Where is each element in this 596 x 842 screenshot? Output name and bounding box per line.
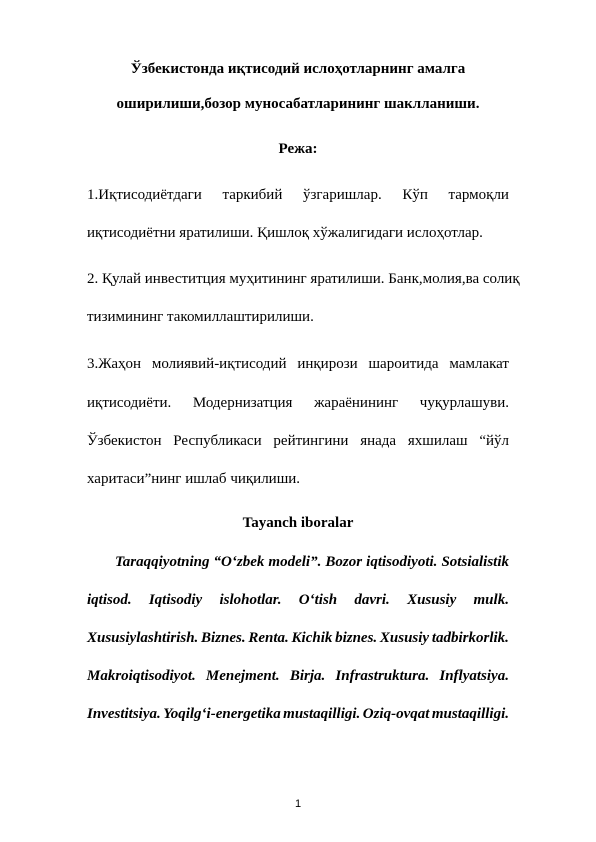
- title-line-2: оширилиши,бозор муносабатларининг шаклланиши.: [116, 96, 480, 112]
- word: Республикаси: [173, 433, 262, 449]
- plan-item-3-line-3: [87, 432, 509, 450]
- word: Ўзбекистон: [87, 433, 162, 449]
- keyword: Inflyatsiya.: [439, 668, 509, 684]
- keywords-line-5: [87, 705, 509, 723]
- keyword: Oziq-ovqat: [362, 706, 430, 722]
- word: 3.Жаҳон: [87, 356, 142, 372]
- keyword: Infrastruktura.: [335, 668, 430, 684]
- keywords-line-3: [87, 629, 509, 647]
- word: чуқурлашуви.: [419, 395, 509, 411]
- plan-item-2-line-2: тизимининг такомиллаштирилиши.: [87, 309, 314, 325]
- word: тармоқли: [448, 187, 509, 203]
- keyword: mulk.: [473, 592, 509, 608]
- keyword: tadbirkorlik.: [431, 630, 509, 646]
- word: таркибий: [222, 187, 283, 203]
- keyword: Sotsialistik: [441, 554, 509, 570]
- word: молиявий-иқтисодий: [151, 356, 287, 372]
- keyword: Kichik: [291, 630, 333, 646]
- keyword: Yoqilg‘i-energetika: [163, 706, 281, 722]
- keywords-line-2: [87, 591, 509, 609]
- keyword: mustaqilligi.: [283, 706, 361, 722]
- word: Модернизатция: [192, 395, 293, 411]
- plan-item-2-line-1: 2. Қулай инвеститция муҳитининг яратилиши. Банк,молия,ва солиқ: [87, 271, 520, 287]
- word: рейтингини: [273, 433, 349, 449]
- keyword: O‘tish: [298, 592, 338, 608]
- word: “йўл: [479, 433, 509, 449]
- keyword: Makroiqtisodiyot.: [87, 668, 196, 684]
- word: жараёнининг: [314, 395, 399, 411]
- keyword: Bozor: [325, 554, 363, 570]
- plan-item-1-line-2: иқтисодиётни яратилиши. Қишлоқ хўжалигидаги ислоҳотлар.: [87, 225, 483, 241]
- plan-item-3-line-2: [87, 394, 509, 412]
- plan-item-1-line-1: [87, 186, 509, 204]
- keywords-line-4: [87, 667, 509, 685]
- word: Кўп: [402, 187, 428, 203]
- keyword: “O‘zbek: [213, 554, 265, 570]
- keywords-line-1: [115, 553, 509, 571]
- keyword: Taraqqiyotning: [115, 554, 210, 570]
- keyword: islohotlar.: [219, 592, 282, 608]
- keyword: Birja.: [289, 668, 326, 684]
- page-number: 1: [294, 798, 302, 810]
- keyword: Menejment.: [205, 668, 280, 684]
- word: янада: [360, 433, 397, 449]
- keyword: biznes.: [335, 630, 378, 646]
- keyword: Renta.: [248, 630, 289, 646]
- plan-item-3-line-1: [87, 355, 509, 373]
- title-line-1: Ўзбекистонда иқтисодий ислоҳотларнинг амалга: [130, 61, 466, 77]
- word: инқирози: [297, 356, 358, 372]
- word: 1.Иқтисодиётдаги: [87, 187, 202, 203]
- keyword: Xususiy: [407, 592, 457, 608]
- keyword: Xususiy: [379, 630, 430, 646]
- word: иқтисодиёти.: [87, 395, 172, 411]
- keyword: Iqtisodiy: [148, 592, 203, 608]
- keyword: Xususiylashtirish.: [87, 630, 199, 646]
- word: яхшилаш: [407, 433, 468, 449]
- keyword: Investitsiya.: [87, 706, 161, 722]
- plan-heading: Режа:: [278, 141, 318, 157]
- keyword: mustaqilligi.: [431, 706, 509, 722]
- keyword: Biznes.: [201, 630, 246, 646]
- keyword: iqtisodiyoti.: [366, 554, 438, 570]
- word: мамлакат: [449, 356, 509, 372]
- plan-item-3-line-4: харитаси”нинг ишлаб чиқилиши.: [87, 471, 301, 487]
- keyword: davri.: [354, 592, 390, 608]
- word: шароитида: [368, 356, 439, 372]
- keyword: modeli”.: [268, 554, 322, 570]
- keywords-heading: Tayanch iboralar: [242, 515, 354, 531]
- word: ўзгаришлар.: [302, 187, 382, 203]
- keyword: iqtisod.: [87, 592, 132, 608]
